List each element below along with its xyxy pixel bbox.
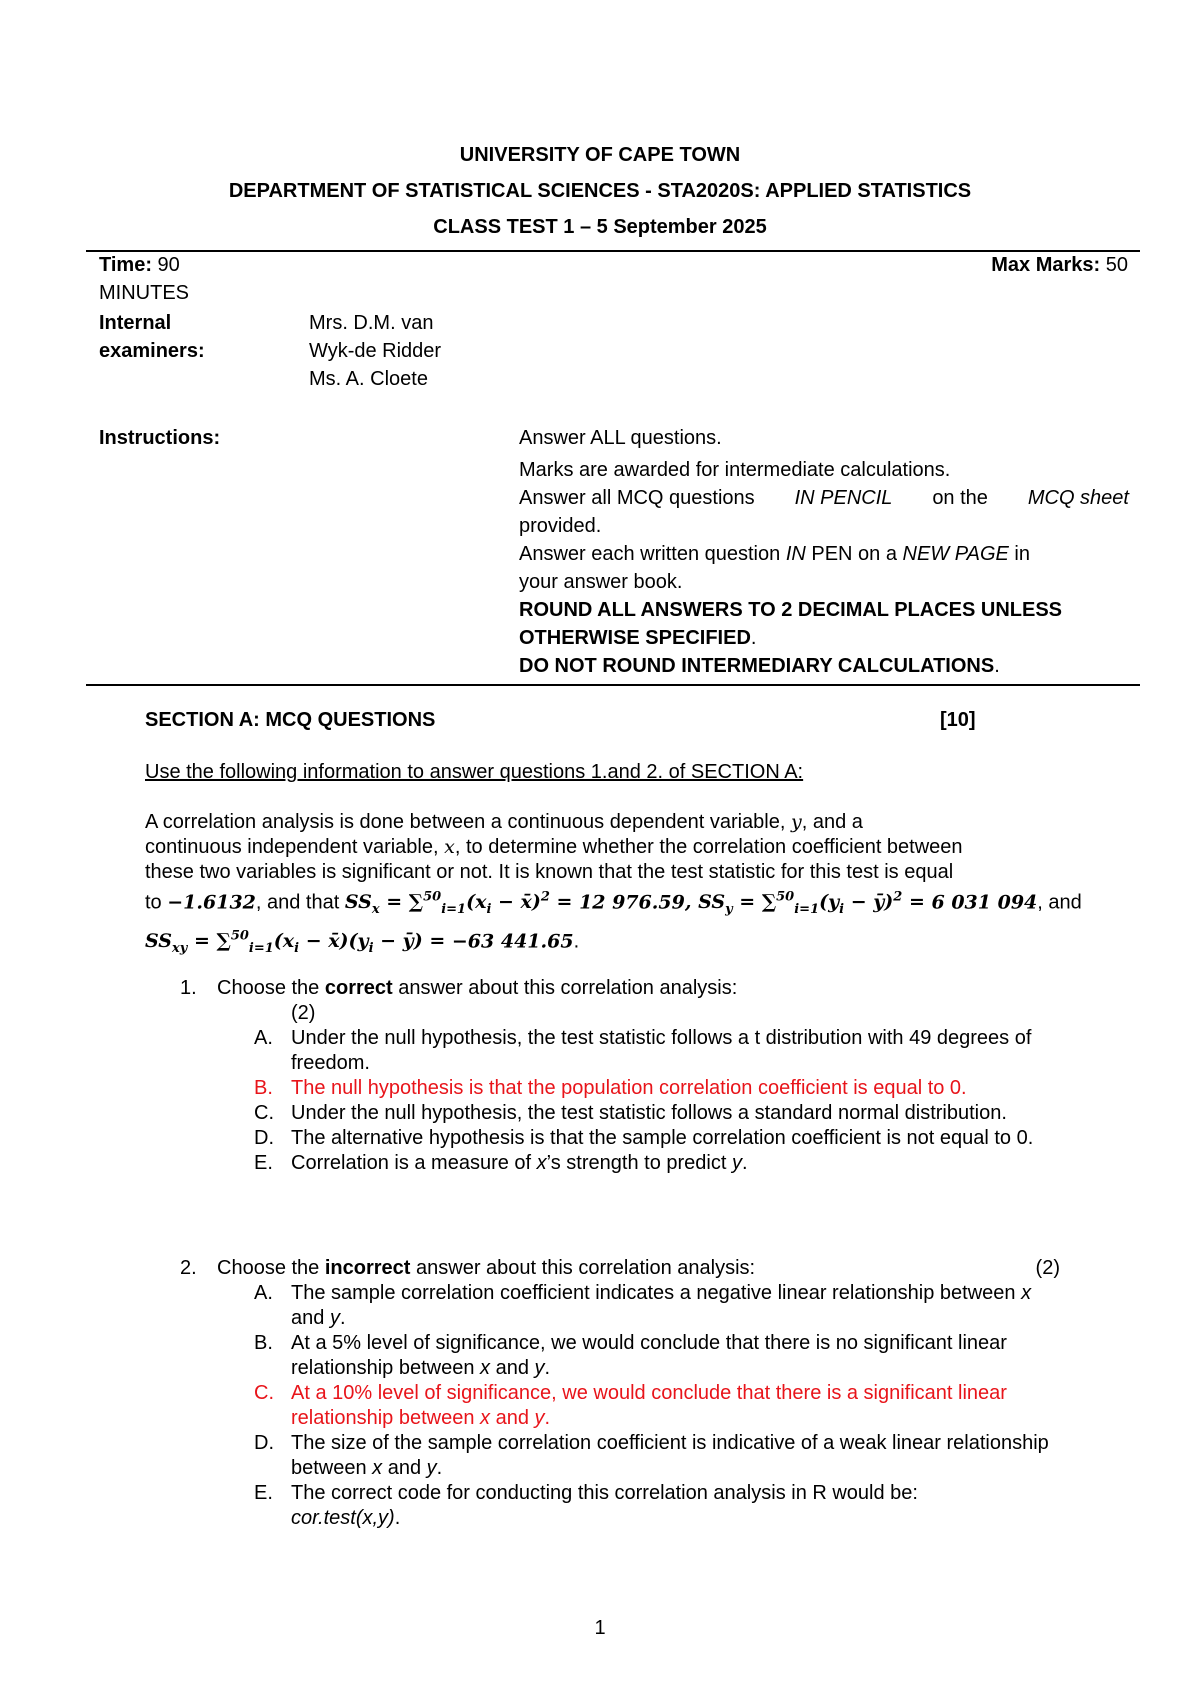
- instructions-list: Answer ALL questions. Marks are awarded for intermediate calculations. Answer all MCQ questions IN PENCIL on the MCQ sheet provided. Answer each written question IN PEN on a NEW PAGE in your answer book. ROUND ALL ANSWERS TO 2 DECIMAL PLACES UNLESS OTHERWISE SPECIFIED. DO NOT ROUND INTERMEDIARY CALCULATIONS.: [519, 427, 1129, 677]
- bottom-rule: [86, 684, 1140, 686]
- q2-option-e[interactable]: E. The correct code for conducting this correlation analysis in R would be: cor.test(x,y).: [254, 1482, 918, 1529]
- instructions-label: Instructions:: [99, 427, 221, 449]
- q1-option-c[interactable]: C. Under the null hypothesis, the test statistic follows a standard normal distribution.: [254, 1102, 1007, 1124]
- q2-option-c[interactable]: C. At a 10% level of significance, we would conclude that there is a significant linear relationship between x and y.: [254, 1382, 1007, 1429]
- ssy-value: 6 031 094: [931, 891, 1038, 914]
- ssxy-value: −63 441.65: [451, 930, 574, 953]
- time-block: Time: 90 MINUTES: [99, 254, 189, 304]
- examiners-list: Mrs. D.M. van Wyk-de Ridder Ms. A. Cloete: [309, 312, 442, 390]
- q1-option-b[interactable]: B. The null hypothesis is that the population correlation coefficient is equal to 0.: [254, 1077, 967, 1099]
- section-marks: [10]: [940, 709, 976, 731]
- section-title: SECTION A: MCQ QUESTIONS: [145, 709, 436, 731]
- intro-paragraph: A correlation analysis is done between a continuous dependent variable, y, and a continuous independent variable, x, to determine whether the correlation coefficient between these two variables is significant or not. It is known that the test statistic for this test is equal to −1.6132, and that $SS_x = \sum^{50}_{i=1}(x_i$ − x̄)$^2$ = 12 976.59, $SS_y = \sum^{50}_{i=1}(y_i$ − ȳ)$^2$ = 6 031 094, and $SS_{xy} = \sum^{50}_{i=1}(x_i$ − $x̄)(y_i$ − ȳ) = −63 441.65.: [145, 811, 1082, 957]
- test-statistic: −1.6132: [167, 891, 256, 914]
- r-code: cor.test(x,y): [291, 1507, 395, 1529]
- q2-option-d[interactable]: D. The size of the sample correlation coefficient is indicative of a weak linear relationship between x and y.: [254, 1432, 1049, 1479]
- question-2: 2. Choose the incorrect answer about this correlation analysis: (2) A. The sample correlation coefficient indicates a negative linear relationship between x and y. B. At a 5% level of significance, we would conclude that there is no significant linear relationship between x and y. C. At a 10% level of significance, we would conclude that there is a significant linear relationship between x and y. D. The size of the sample correlation coefficient is indicative of a weak linear relationship between x and y. E. The correct code for conducting this correlation analysis in R would be: cor.test(x,y).: [180, 1257, 1060, 1529]
- q1-option-a[interactable]: A. Under the null hypothesis, the test statistic follows a t distribution with 49 degrees of freedom.: [254, 1027, 1032, 1074]
- examiners-label: Internal examiners:: [99, 312, 205, 362]
- max-marks: Max Marks: 50: [991, 254, 1128, 276]
- q1-option-e[interactable]: E. Correlation is a measure of x’s strength to predict y.: [254, 1152, 748, 1174]
- department-title: DEPARTMENT OF STATISTICAL SCIENCES - STA2020S: APPLIED STATISTICS: [228, 180, 972, 202]
- q2-option-b[interactable]: B. At a 5% level of significance, we would conclude that there is no significant linear relationship between x and y.: [254, 1332, 1007, 1379]
- q1-marks: (2): [291, 1002, 316, 1024]
- q2-option-a[interactable]: A. The sample correlation coefficient indicates a negative linear relationship between x and y.: [254, 1282, 1032, 1329]
- university-title: UNIVERSITY OF CAPE TOWN: [459, 144, 741, 166]
- page-number: 1: [594, 1617, 606, 1639]
- q2-marks: (2): [1035, 1257, 1060, 1279]
- ssx-value: 12 976.59: [579, 891, 685, 914]
- question-1: 1. Choose the correct answer about this correlation analysis: (2) A. Under the null hypothesis, the test statistic follows a t distribution with 49 degrees of freedom. B. The null hypothesis is that the population correlation coefficient is equal to 0. C. Under the null hypothesis, the test statistic follows a standard normal distribution. D. The alternative hypothesis is that the sample correlation coefficient is not equal to 0. E. Correlation is a measure of x’s strength to predict y.: [180, 976, 1060, 1176]
- use-info-line: Use the following information to answer questions 1.and 2. of SECTION A:: [145, 761, 804, 783]
- test-title: CLASS TEST 1 – 5 September 2025: [433, 216, 767, 238]
- q1-option-d[interactable]: D. The alternative hypothesis is that the sample correlation coefficient is not equal to 0.: [254, 1127, 1034, 1149]
